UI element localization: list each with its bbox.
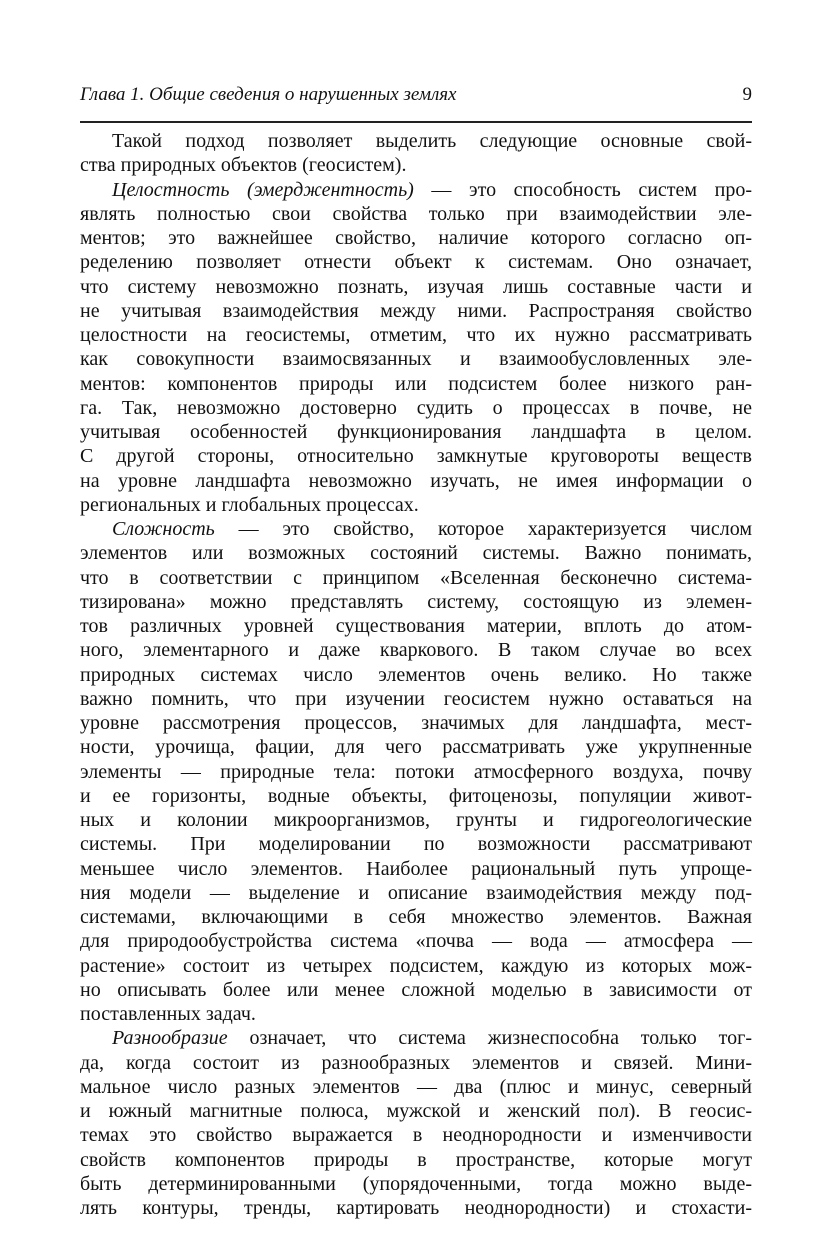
text-line [80, 687, 752, 711]
line-text: элементы — природные тела: потоки атмосферного воздуха, почву [80, 760, 752, 783]
term-italic: Разнообразие [112, 1027, 228, 1050]
line-text: ности, урочища, фации, для чего рассматривать уже укрупненные [80, 736, 752, 759]
line-text: системами, включающими в себя множество элементов. Важная [80, 906, 752, 928]
text-line [80, 153, 752, 177]
text-line [80, 735, 752, 759]
line-text: что в соответствии с принципом «Вселенная бесконечно система- [80, 566, 752, 589]
paragraph [80, 129, 752, 178]
text-line [80, 638, 752, 662]
text-line [80, 905, 752, 929]
line-text: важно помнить, что при изучении геосистем нужно оставаться на [80, 687, 752, 710]
line-text: темах это свойство выражается в неоднородности и изменчивости [80, 1124, 752, 1147]
text-line [80, 493, 752, 517]
line-text: га. Так, невозможно достоверно судить о процессах в почве, не [80, 396, 752, 419]
line-text: меньшее число элементов. Наиболее рациональный путь упроще- [80, 857, 752, 880]
line-text: — это способность систем про- [413, 178, 752, 201]
line-text: как совокупности взаимосвязанных и взаимообусловленных эле- [80, 348, 752, 371]
line-text: уровне рассмотрения процессов, значимых для ландшафта, мест- [80, 712, 752, 734]
text-line [80, 1148, 752, 1172]
line-text: ментов; это важнейшее свойство, наличие которого согласно оп- [80, 227, 752, 249]
text-line [80, 978, 752, 1002]
text-line [80, 1075, 752, 1099]
text-line [80, 1172, 752, 1196]
text-line [80, 1099, 752, 1123]
text-line [80, 1026, 752, 1050]
paragraph [80, 1026, 752, 1220]
text-line [80, 663, 752, 687]
text-line [80, 226, 752, 250]
line-text: учитывая особенностей функционирования ландшафта в целом. [80, 421, 752, 443]
text-line [80, 396, 752, 420]
line-text: ределению позволяет отнести объект к системам. Оно означает, [80, 251, 752, 274]
line-text: и южный магнитные полюса, мужской и женский пол). В геосис- [80, 1100, 752, 1122]
text-line [80, 444, 752, 468]
line-text: — это свойство, которое характеризуется числом [214, 518, 752, 540]
line-text: ния модели — выделение и описание взаимодействия между под- [80, 881, 752, 904]
text-line [80, 881, 752, 905]
text-line [80, 250, 752, 274]
line-text: ных и колонии микроорганизмов, грунты и гидрогеологические [80, 809, 752, 831]
text-line [80, 129, 752, 153]
line-text: свойств компонентов природы в пространстве, которые могут [80, 1148, 752, 1171]
text-line [80, 202, 752, 226]
line-text: растение» состоит из четырех подсистем, каждую из которых мож- [80, 954, 752, 977]
text-line [80, 929, 752, 953]
line-text: природных системах число элементов очень велико. Но также [80, 663, 752, 686]
text-line [80, 178, 752, 202]
line-text: означает, что система жизнеспособна только тог- [227, 1027, 752, 1050]
page-number: 9 [742, 84, 752, 105]
text-line [80, 1196, 752, 1220]
line-text: да, когда состоит из разнообразных элементов и связей. Мини- [80, 1051, 752, 1074]
line-text: и ее горизонты, водные объекты, фитоценозы, популяции живот- [80, 784, 752, 807]
paragraph [80, 517, 752, 1026]
text-line [80, 275, 752, 299]
text-line [80, 1051, 752, 1075]
text-line [80, 566, 752, 590]
term-italic: Сложность [112, 518, 215, 540]
chapter-title: Глава 1. Общие сведения о нарушенных землях [80, 84, 457, 105]
line-text: тов различных уровней существования материи, вплоть до атом- [80, 615, 752, 637]
line-text: ного, элементарного и даже кваркового. В таком случае во всех [80, 639, 752, 662]
line-text: целостности на геосистемы, отметим, что их нужно рассматривать [80, 324, 752, 346]
text-line [80, 784, 752, 808]
text-line [80, 954, 752, 978]
text-line [80, 760, 752, 784]
text-line [80, 323, 752, 347]
running-header [80, 84, 752, 108]
line-text: системы. При моделировании по возможности рассматривают [80, 833, 752, 856]
text-line [80, 857, 752, 881]
text-line [80, 299, 752, 323]
line-text: региональных и глобальных процессах. [80, 493, 419, 516]
line-text: тизирована» можно представлять систему, состоящую из элемен- [80, 590, 752, 613]
text-line [80, 808, 752, 832]
line-text: на уровне ландшафта невозможно изучать, не имея информации о [80, 469, 752, 492]
text-line [80, 1002, 752, 1026]
text-line [80, 372, 752, 396]
line-text: ментов: компонентов природы или подсистем более низкого ран- [80, 372, 752, 395]
paragraph [80, 178, 752, 518]
line-text: лять контуры, тренды, картировать неоднородности) и стохасти- [80, 1197, 752, 1219]
text-line [80, 590, 752, 614]
text-line [80, 347, 752, 371]
line-text: элементов или возможных состояний системы. Важно понимать, [80, 542, 752, 565]
text-line [80, 1123, 752, 1147]
text-line [80, 517, 752, 541]
text-line [80, 832, 752, 856]
line-text: мальное число разных элементов — два (плюс и минус, северный [80, 1075, 752, 1098]
line-text: но описывать более или менее сложной моделью в зависимости от [80, 978, 752, 1001]
line-text: поставленных задач. [80, 1003, 256, 1025]
text-line [80, 420, 752, 444]
text-line [80, 614, 752, 638]
line-text: быть детерминированными (упорядоченными, тогда можно выде- [80, 1172, 752, 1195]
line-text: являть полностью свои свойства только при взаимодействии эле- [80, 202, 752, 225]
term-italic: Целостность (эмерджентность) [112, 178, 414, 201]
text-line [80, 541, 752, 565]
line-text: ства природных объектов (геосистем). [80, 154, 407, 177]
line-text: не учитывая взаимодействия между ними. Распространяя свойство [80, 299, 752, 322]
text-line [80, 711, 752, 735]
line-text: что систему невозможно познать, изучая лишь составные части и [80, 275, 752, 298]
header-divider [80, 121, 752, 123]
line-text: для природообустройства система «почва — вода — атмосфера — [80, 930, 752, 953]
line-text: С другой стороны, относительно замкнутые круговороты веществ [80, 445, 752, 468]
line-text: Такой подход позволяет выделить следующие основные свой- [112, 130, 752, 152]
page-body [80, 129, 752, 1220]
text-line [80, 469, 752, 493]
